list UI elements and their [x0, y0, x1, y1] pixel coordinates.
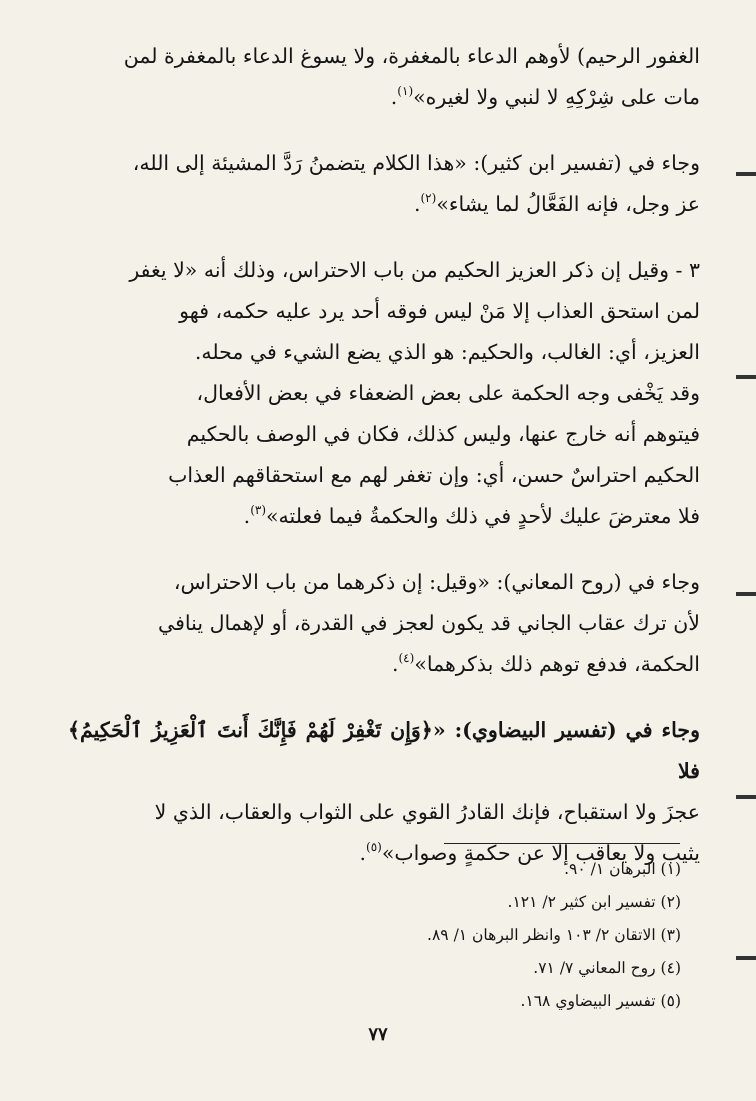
main-text: [68, 36, 700, 877]
footnote-ref: (٥): [366, 840, 382, 854]
text-line: فلا معترضَ عليك لأحدٍ في ذلك والحكمةُ فيما فعلته»: [266, 504, 700, 528]
paragraph-5: وجاء في (تفسير البيضاوي): «﴿وَإِن تَغْفِرْ لَهُمْ فَإِنَّكَ أَنتَ ٱلْعَزِيزُ ٱلْحَكِيمُ﴾ فلا عجزَ ولا استقباح، فإنك القادرُ القوي على الثواب والعقاب، الذي لا يثيب ولا يعاقب إلا عن حكمةٍ وصواب»$^{(٥)}$.: [68, 718, 700, 865]
text-line: عز وجل، فإنه الفَعَّالُ لما يشاء»: [436, 192, 700, 216]
text-line: الحكيم احتراسٌ حسن، أي: وإن تغفر لهم مع استحقاقهم العذاب: [168, 463, 700, 487]
text-line: مات على شِرْكِهِ لا لنبي ولا لغيره»: [413, 85, 700, 109]
footnote-ref: (١): [397, 84, 414, 98]
text-line: عجزَ ولا استقباح، فإنك القادرُ القوي على الثواب والعقاب، الذي لا: [154, 800, 700, 824]
text-line: وقد يَخْفى وجه الحكمة على بعض الضعفاء في بعض الأفعال،: [196, 381, 700, 405]
text-line: الحكمة، فدفع توهم ذلك بذكرهما»: [414, 652, 700, 676]
scan-mark: [736, 375, 756, 379]
paragraph-4: وجاء في (روح المعاني): «وقيل: إن ذكرهما من باب الاحتراس، لأن ترك عقاب الجاني قد يكون لعجز في القدرة، أو لإهمال ينافي الحكمة، فدفع توهم ذلك بذكرهما»$^{(٤)}$.: [158, 570, 700, 676]
footnote-2: (٢) تفسير ابن كثير ٢/ ١٢١.: [507, 893, 681, 911]
text-line: فيتوهم أنه خارج عنها، وليس كذلك، فكان في الوصف بالحكيم: [186, 422, 700, 446]
scan-mark: [736, 172, 756, 176]
text-line: ٣ - وقيل إن ذكر العزيز الحكيم من باب الاحتراس، وذلك أنه «لا يغفر: [129, 258, 700, 282]
footnote-4: (٤) روح المعاني ٧/ ٧١.: [533, 959, 681, 977]
footnote-1: (١) البرهان ١/ ٩٠.: [564, 860, 681, 878]
scan-mark: [736, 956, 756, 960]
footnote-3: (٣) الاتقان ٢/ ١٠٣ وانظر البرهان ١/ ٨٩.: [427, 926, 681, 944]
text-line: لمن استحق العذاب إلا مَنْ ليس فوقه أحد يرد عليه حكمه، فهو: [179, 299, 700, 323]
scan-mark: [736, 795, 756, 799]
text-line: العزيز، أي: الغالب، والحكيم: هو الذي يضع الشيء في محله.: [194, 340, 700, 364]
text-line: يثيب ولا يعاقب إلا عن حكمةٍ وصواب»: [381, 841, 700, 865]
paragraph-2: وجاء في (تفسير ابن كثير): «هذا الكلام يتضمنُ رَدَّ المشيئة إلى الله، عز وجل، فإنه الفَعَّالُ لما يشاء»$^{(٢)}$.: [132, 151, 700, 216]
text-line: لأن ترك عقاب الجاني قد يكون لعجز في القدرة، أو لإهمال ينافي: [158, 611, 700, 635]
text-line: وجاء في (تفسير البيضاوي): «﴿وَإِن تَغْفِرْ لَهُمْ فَإِنَّكَ أَنتَ ٱلْعَزِيزُ ٱلْحَكِيمُ﴾ فلا: [68, 718, 700, 783]
footnote-ref: (٢): [420, 191, 437, 205]
paragraph-3: ٣ - وقيل إن ذكر العزيز الحكيم من باب الاحتراس، وذلك أنه «لا يغفر لمن استحق العذاب إلا مَنْ ليس فوقه أحد يرد عليه حكمه، فهو العزيز، أي: الغالب، والحكيم: هو الذي يضع الشيء في محله. وقد يَخْفى وجه الحكمة على بعض الضعفاء في بعض الأفعال، فيتوهم أنه خارج عنها، وليس كذلك، فكان في الوصف بالحكيم الحكيم احتراسٌ حسن، أي: وإن تغفر لهم مع استحقاقهم العذاب فلا معترضَ عليك لأحدٍ في ذلك والحكمةُ فيما فعلته»$^{(٣)}$.: [129, 258, 700, 528]
page-number: ٧٧: [368, 1024, 388, 1045]
footnote-divider: [444, 843, 680, 844]
footnote-ref: (٤): [398, 651, 415, 665]
text-line: وجاء في (تفسير ابن كثير): «هذا الكلام يتضمنُ رَدَّ المشيئة إلى الله،: [132, 151, 700, 175]
paragraph-1: الغفور الرحيم) لأوهم الدعاء بالمغفرة، ولا يسوغ الدعاء بالمغفرة لمن مات على شِرْكِهِ لا لنبي ولا لغيره»$^{(١)}$.: [123, 44, 700, 109]
text-line: الغفور الرحيم) لأوهم الدعاء بالمغفرة، ولا يسوغ الدعاء بالمغفرة لمن: [123, 44, 700, 68]
scan-mark: [736, 592, 756, 596]
text-line: وجاء في (روح المعاني): «وقيل: إن ذكرهما من باب الاحتراس،: [173, 570, 700, 594]
footnote-ref: (٣): [250, 503, 267, 517]
footnote-5: (٥) تفسير البيضاوي ١٦٨.: [520, 992, 681, 1010]
footnotes: [261, 853, 681, 1018]
